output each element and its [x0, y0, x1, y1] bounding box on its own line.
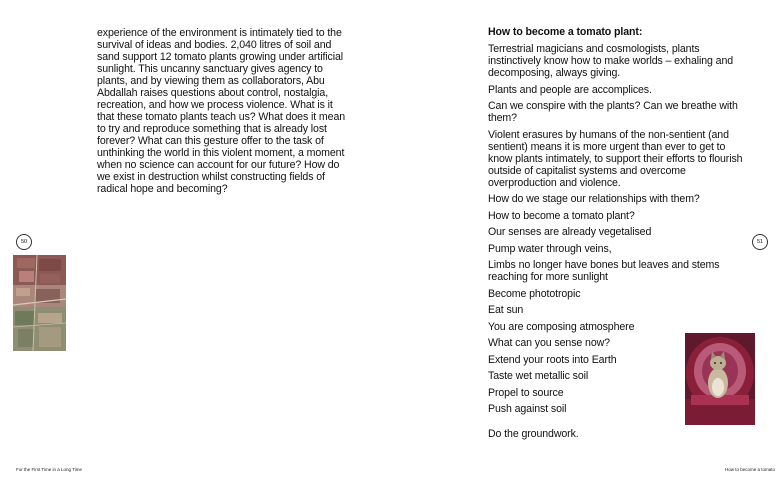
- footer-right: How to become a tomato: [725, 467, 776, 472]
- paragraph: How do we stage our relationships with them?: [488, 193, 700, 205]
- cat-photo-image: [685, 333, 755, 425]
- cat-photo-graphic: [685, 333, 755, 425]
- left-page: [0, 0, 390, 482]
- footer-left: For the First Time in a Long Time: [16, 467, 83, 472]
- paragraph: Propel to source: [488, 386, 564, 399]
- closing-line: Do the groundwork.: [488, 428, 579, 440]
- paragraph: Plants and people are accomplices.: [488, 83, 652, 96]
- paragraph: What can you sense now?: [488, 337, 610, 349]
- aerial-map-image: [13, 255, 66, 351]
- page-number-left: 50: [16, 234, 32, 250]
- paragraph: Violent erasures by humans of the non-sentient (and sentient) means it is more urgent than ever to get to know plants intimately, to support their efforts to flourish outside of capitalist systems and overcome overproduction and violence.: [488, 128, 743, 189]
- section-heading: How to become a tomato plant:: [488, 26, 643, 38]
- paragraph: Our senses are already vegetalised: [488, 226, 652, 238]
- paragraph: Become phototropic: [488, 287, 581, 300]
- paragraph: Can we conspire with the plants? Can we breathe with them?: [488, 100, 738, 124]
- paragraph: Push against soil: [488, 403, 567, 415]
- paragraph: Terrestrial magicians and cosmologists, plants instinctively know how to make worlds – exhaling and decomposing, always giving.: [488, 43, 734, 79]
- right-page: [391, 0, 781, 482]
- paragraph: How to become a tomato plant?: [488, 209, 635, 222]
- aerial-map-graphic: [13, 255, 66, 351]
- paragraph: Extend your roots into Earth: [488, 353, 617, 366]
- page-number-right: 51: [752, 234, 768, 250]
- left-body-text: [97, 27, 352, 195]
- paragraph: Pump water through veins,: [488, 242, 612, 255]
- paragraph: Taste wet metallic soil: [488, 370, 589, 382]
- paragraph: You are composing atmosphere: [488, 320, 635, 333]
- paragraph: Eat sun: [488, 304, 524, 316]
- paragraph: Limbs no longer have bones but leaves and stems reaching for more sunlight: [488, 259, 720, 283]
- left-body-paragraph: experience of the environment is intimately tied to the survival of ideas and bodies. 2,040 litres of soil and sand support 12 tomato plants growing under artificial sunlight. This uncanny sanctuary gives agency to plants, and by viewing them as collaborators, Abu Abdallah raises questions about control, nostalgia, recreation, and how we process violence. What is it that these tomato plants teach us? What does it mean to try and reproduce something that is already lost forever? What can this gesture offer to the task of unthinking the world in this violent moment, a moment when no science can account for our future? How do we exist in destruction whilst constructing fields of radical hope and becoming?: [97, 27, 346, 195]
